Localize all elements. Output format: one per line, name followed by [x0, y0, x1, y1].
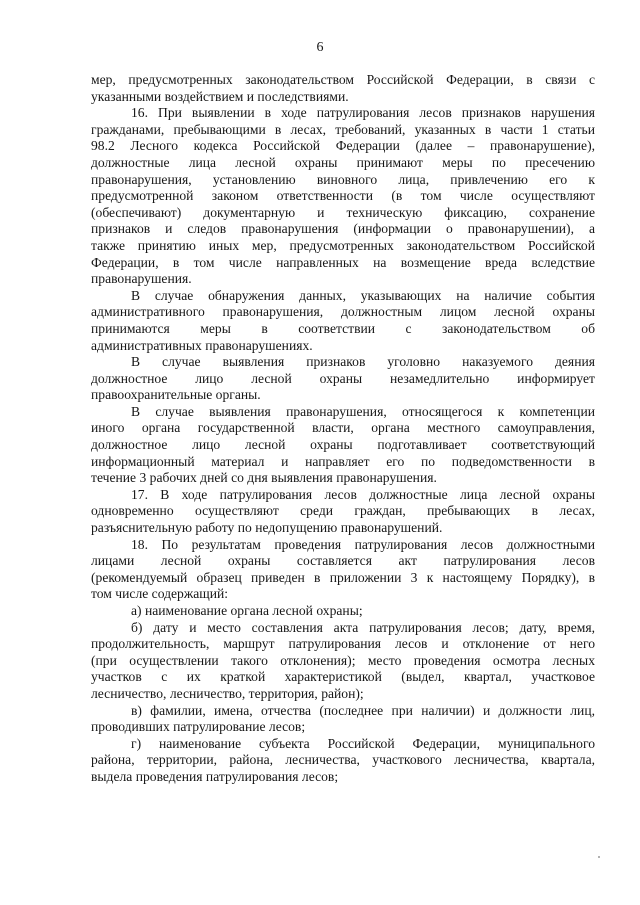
paragraph: [91, 537, 595, 603]
text-line: 98.2 Лесного кодекса Российской Федерации (далее – правонарушение),: [91, 138, 595, 154]
scan-speck: [598, 856, 600, 858]
page-number: 6: [316, 40, 324, 55]
text-line: том числе содержащий:: [91, 586, 229, 602]
text-line: (при осуществлении такого отклонения); место проведения осмотра лесных: [91, 652, 595, 668]
paragraph: [91, 487, 595, 537]
text-line: информационный материал и направляет его по подведомственности в: [91, 453, 595, 469]
text-line: лесничество, лесничество, территория, район);: [91, 685, 364, 701]
text-line: в) фамилии, имена, отчества (последнее при наличии) и должности лиц,: [131, 702, 595, 718]
text-line: (рекомендуемый образец приведен в приложении 3 к настоящему Порядку), в: [91, 569, 595, 585]
text-line: правонарушения.: [91, 271, 192, 287]
text-line: указанными воздействием и последствиями.: [91, 88, 349, 104]
text-line: должностные лица лесной охраны принимают меры по пресечению: [91, 154, 595, 170]
text-line: принимаются меры в соответствии с законодательством об: [91, 320, 595, 336]
text-line: В случае выявления правонарушения, относящегося к компетенции: [131, 403, 595, 419]
text-line: г) наименование субъекта Российской Федерации, муниципального: [131, 735, 595, 751]
text-line: течение 3 рабочих дней со дня выявления правонарушения.: [91, 470, 437, 486]
text-line: В случае выявления признаков уголовно наказуемого деяния: [131, 354, 595, 370]
text-line: продолжительность, маршрут патрулирования лесов и отклонение от него: [91, 636, 595, 652]
paragraph: [91, 72, 595, 105]
text-line: района, территории, района, лесничества, участкового лесничества, квартала,: [91, 752, 595, 768]
text-line: административного правонарушения, должностным лицом лесной охраны: [91, 304, 595, 320]
text-line: а) наименование органа лесной охраны;: [131, 603, 363, 618]
text-line: административных правонарушениях.: [91, 337, 313, 353]
text-line: Федерации, в том числе направленных на возмещение вреда вследствие: [91, 254, 595, 270]
text-line: предусмотренной законом ответственности (в том числе осуществляют: [91, 188, 595, 204]
text-line: иного органа государственной власти, органа местного самоуправления,: [91, 420, 595, 436]
text-line: б) дату и место составления акта патрулирования лесов; дату, время,: [131, 619, 595, 635]
text-line: 16. При выявлении в ходе патрулирования лесов признаков нарушения: [131, 105, 595, 121]
text-line: правонарушения, установлению виновного лица, привлечению его к: [91, 171, 595, 187]
paragraph: [91, 736, 595, 786]
text-line: (обеспечивают) документарную и техническую фиксацию, сохранение: [91, 204, 595, 220]
paragraph: [91, 404, 595, 487]
paragraph: [91, 620, 595, 703]
paragraph: [91, 354, 595, 404]
text-line: 17. В ходе патрулирования лесов должностные лица лесной охраны: [131, 486, 595, 502]
text-line: также принятию иных мер, предусмотренных законодательством Российской: [91, 237, 595, 253]
text-line: должностное лицо лесной охраны незамедлительно информирует: [91, 370, 595, 386]
text-line: лицами лесной охраны составляется акт патрулирования лесов: [91, 553, 595, 569]
text-line: правоохранительные органы.: [91, 387, 261, 403]
text-line: проводивших патрулирование лесов;: [91, 719, 306, 735]
text-line: признаков и следов правонарушения (информации о правонарушении), а: [91, 221, 595, 237]
text-line: участков с их краткой характеристикой (выдел, квартал, участковое: [91, 669, 595, 685]
text-line: мер, предусмотренных законодательством Российской Федерации, в связи с: [91, 72, 595, 87]
body-text: [91, 72, 595, 786]
text-line: гражданами, пребывающими в лесах, требований, указанных в части 1 статьи: [91, 121, 595, 137]
paragraph: [91, 288, 595, 354]
text-line: 18. По результатам проведения патрулирования лесов должностными: [131, 536, 595, 552]
text-line: должностное лицо лесной охраны подготавливает соответствующий: [91, 437, 595, 453]
text-line: одновременно осуществляют среди граждан, пребывающих в лесах,: [91, 503, 595, 519]
paragraph: [91, 603, 595, 620]
paragraph: [91, 703, 595, 736]
text-line: выдела проведения патрулирования лесов;: [91, 768, 339, 784]
paragraph: [91, 105, 595, 288]
text-line: В случае обнаружения данных, указывающих на наличие события: [131, 287, 595, 303]
text-line: разъяснительную работу по недопущению правонарушений.: [91, 520, 443, 536]
